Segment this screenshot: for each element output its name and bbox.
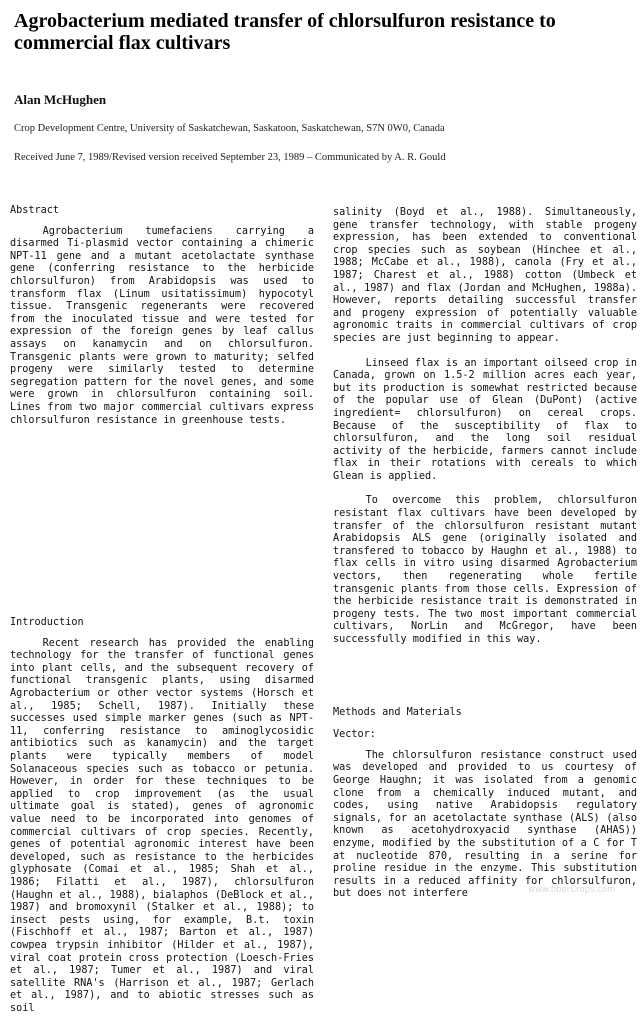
paper-title: Agrobacterium mediated transfer of chlorsulfuron resistance to commercial flax cultivars	[14, 10, 556, 54]
left-column	[10, 205, 314, 1028]
author-affiliation: Crop Development Centre, University of Saskatchewan, Saskatoon, Saskatchewan, S7N 0W0, Canada	[14, 123, 445, 134]
introduction-paragraph: Recent research has provided the enabling technology for the transfer of functional genes into plant cells, and the subsequent recovery of functional transgenic plants, using disarmed Agrobacterium or other vector systems (Horsch et al., 1985; Schell, 1987). Initially these successes used simple marker genes (such as NPT-11, conferring resistance to aminoglycosidic antibiotics such as kanamycin) and the target plants were typically members of model Solanaceous species such as tobacco or petunia. However, in order for these techniques to be applied to crop improvement (as the usual ultimate goal is stated), genes of agronomic value need to be incorporated into genomes of commercial cultivars of crop species. Recently, genes of potential agronomic interest have been developed, such as resistance to the herbicides glyphosate (Comai et al., 1985; Shah et al., 1986; Filatti et al., 1987), chlorsulfuron (Haughn et al., 1988), bialaphos (DeBlock et al., 1987) and bromoxynil (Stalker et al., 1988); to insect pests using, for example, B.t. toxin (Fischhoff et al., 1987; Barton et al., 1987) cowpea trypsin inhibitor (Hilder et al., 1987), viral coat protein cross protection (Loesch-Fries et al., 1987; Tumer et al., 1987) and viral satellite RNA's (Harrison et al., 1987; Gerlach et al., 1987), and to abiotic stresses such as soil	[10, 637, 314, 1014]
methods-heading: Methods and Materials	[333, 706, 462, 718]
intro-continued-paragraph: salinity (Boyd et al., 1988). Simultaneously, gene transfer technology, with stable progeny expression, has been extended to conventional crop species such as soybean (Hinchee et al., 1988; McCabe et al., 1988), canola (Fry et al., 1987; Charest et al., 1988) cotton (Umbeck et al., 1987) and flax (Jordan and McHughen, 1988a). However, reports detailing successful transfer and progeny expression of potentially valuable agronomic traits in commercial cultivars of crop species are just beginning to appear.	[333, 207, 637, 344]
right-column	[333, 207, 637, 913]
abstract-heading: Abstract	[10, 205, 60, 216]
linseed-paragraph: Linseed flax is an important oilseed crop in Canada, grown on 1.5-2 million acres each year, but its production is somewhat restricted because of the popular use of Glean (DuPont) (active ingredient= chlorsulfuron) on cereal crops. Because of the susceptibility of flax to chlorsulfuron, and the long soil residual activity of the herbicide, farmers cannot include flax in their rotations with cereals to which Glean is applied.	[333, 357, 637, 482]
introduction-heading: Introduction	[10, 617, 84, 629]
vector-paragraph: The chlorsulfuron resistance construct used was developed and provided to us courtesy of George Haughn; it was isolated from a genomic clone from a chemically induced mutant, and codes, using native Arabidopsis regulatory signals, for an acetolactate synthase (ALS) (also known as acetohydroxyacid synthase (AHAS)) enzyme, modified by the substitution of a C for T at nucleotide 870, resulting in a serine for proline residue in the enzyme. This substitution results in a reduced affinity for chlorsulfuron, but does not interfere	[333, 749, 637, 900]
vector-subheading: Vector:	[333, 729, 376, 741]
overcome-paragraph: To overcome this problem, chlorsulfuron resistant flax cultivars have been developed by transfer of the chlorsulfuron resistant mutant Arabidopsis ALS gene (originally isolated and transfered to tobacco by Haughn et al., 1988) to flax cells in vitro using disarmed Agrobacterium vectors, then regenerating whole fertile transgenic plants from those cells. Expression of the herbicide resistance trait is demonstrated in progeny tests. The two most important commercial cultivars, NorLin and McGregor, have been successfully modified in this way.	[333, 495, 637, 645]
abstract-text: Agrobacterium tumefaciens carrying a disarmed Ti-plasmid vector containing a chimeric NPT-11 gene and a mutant acetolactate synthase gene (conferring resistance to the herbicide chlorsulfuron) from Arabidopsis was used to transform flax (Linum usitatissimum) hypocotyl tissue. Transgenic regenerants were recovered from the inoculated tissue and were tested for expression of the foreign genes by leaf callus assays on kanamycin and on chlorsulfuron. Transgenic plants were grown to maturity; selfed progeny were similarly tested to determine segregation pattern for the novel genes, and some were grown in chlorsulfuron containing soil. Lines from two major commercial cultivars express chlorsulfuron resistance in greenhouse tests.	[10, 225, 314, 426]
watermark: www.fiberCrops.com	[528, 885, 616, 895]
received-dates: Received June 7, 1989/Revised version received September 23, 1989 – Communicated by A. R. Gould	[14, 152, 446, 163]
author-name: Alan McHughen	[14, 92, 107, 107]
